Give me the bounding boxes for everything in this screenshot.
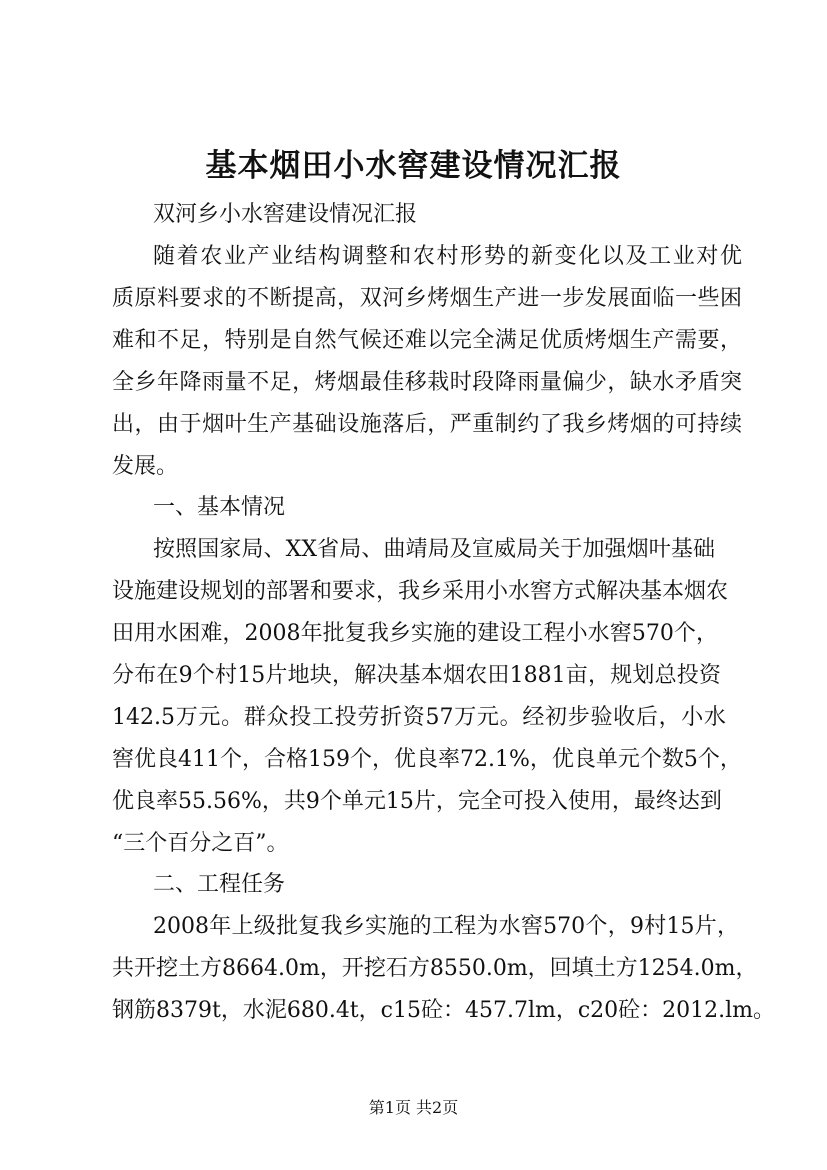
paragraph-line: 设施建设规划的部署和要求，我乡采用小水窖方式解决基本烟农 xyxy=(112,579,729,604)
paragraph-line: 按照国家局、XX省局、曲靖局及宣威局关于加强烟叶基础 xyxy=(153,537,715,562)
paragraph-line: 田用水困难，2008年批复我乡实施的建设工程小水窖570个， xyxy=(112,621,718,646)
paragraph-line: 142.5万元。群众投工投劳折资57万元。经初步验收后，小水 xyxy=(112,705,726,730)
paragraph-line: 钢筋8379t，水泥680.4t，c15砼：457.7lm，c20砼：2012.lm。 xyxy=(112,998,776,1023)
paragraph-line: “三个百分之百”。 xyxy=(112,831,289,856)
section-heading-tasks: 二、工程任务 xyxy=(153,872,286,897)
document-title: 基本烟田小水窖建设情况汇报 xyxy=(205,148,622,184)
paragraph-line: 随着农业产业结构调整和农村形势的新变化以及工业对优 xyxy=(153,244,742,269)
paragraph-line: 质原料要求的不断提高，双河乡烤烟生产进一步发展面临一些困 xyxy=(112,286,742,311)
paragraph-line: 2008年上级批复我乡实施的工程为水窖570个，9村15片， xyxy=(153,914,739,939)
subtitle-line: 双河乡小水窖建设情况汇报 xyxy=(153,202,418,227)
section-heading-basic: 一、基本情况 xyxy=(153,495,286,520)
paragraph-line: 优良率55.56%，共9个单元15片，完全可投入使用，最终达到 xyxy=(112,789,722,814)
paragraph-line: 难和不足，特别是自然气候还难以完全满足优质烤烟生产需要， xyxy=(112,328,742,353)
paragraph-line: 分布在9个村15片地块，解决基本烟农田1881亩，规划总投资 xyxy=(112,663,721,688)
page-number-footer: 第1页 共2页 xyxy=(368,1098,459,1117)
paragraph-line: 窖优良411个，合格159个，优良率72.1%，优良单元个数5个， xyxy=(112,747,742,772)
paragraph-line: 全乡年降雨量不足，烤烟最佳移栽时段降雨量偏少，缺水矛盾突 xyxy=(112,370,742,395)
paragraph-line: 发展。 xyxy=(112,454,179,479)
paragraph-line: 共开挖土方8664.0m，开挖石方8550.0m，回填土方1254.0m， xyxy=(112,956,758,981)
paragraph-line: 出，由于烟叶生产基础设施落后，严重制约了我乡烤烟的可持续 xyxy=(112,412,742,437)
